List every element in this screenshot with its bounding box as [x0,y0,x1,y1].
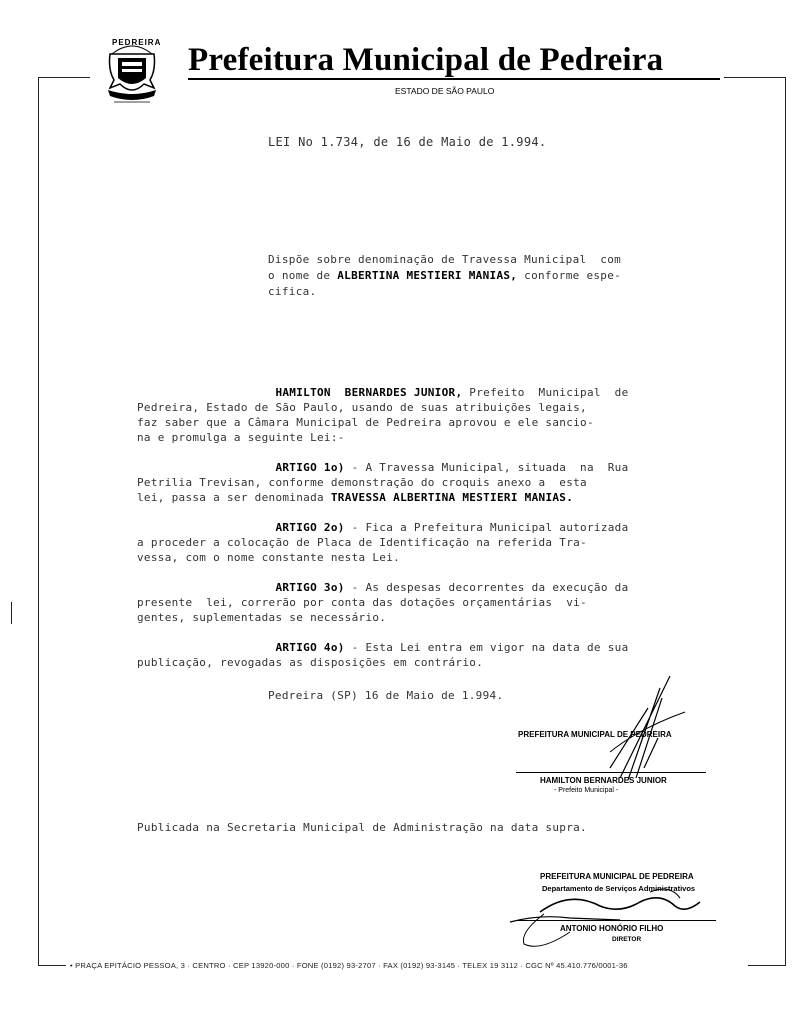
ementa-bold-text: ALBERTINA MESTIERI MANIAS, [337,269,518,282]
article-3-text: - As despesas decorrentes da execução da [344,581,629,594]
crest-ribbon-text: PEDREIRA [118,103,147,108]
director-stamp: PREFEITURA MUNICIPAL DE PEDREIRA [540,872,694,881]
frame-top-right [724,77,786,78]
article-3-text: gentes, suplementadas se necessário. [137,611,387,624]
article-3-bold-text: ARTIGO 3o) [275,581,345,594]
article-4-bold-text: ARTIGO 4o) [275,641,345,654]
preamble-line [137,385,629,400]
director-name: ANTONIO HONÓRIO FILHO [560,924,664,933]
coat-of-arms [100,36,164,110]
article-4-text: - Esta Lei entra em vigor na data de sua [344,641,629,654]
ementa-text: conforme espe- [517,269,622,282]
article-3-line [137,610,629,625]
article-3-line [137,595,629,610]
state-subtitle: ESTADO DE SÃO PAULO [395,86,495,96]
ementa-line [268,284,621,300]
preamble-line [137,415,629,430]
ementa-block [268,252,621,300]
page-title: Prefeitura Municipal de Pedreira [188,42,664,78]
article-2-text: a proceder a colocação de Placa de Identificação na referida Tra- [137,536,587,549]
director-department: Departamento de Serviços Administrativos [542,884,696,893]
mayor-signature-line [516,772,706,773]
frame-top-left [38,77,90,78]
article-3-text: presente lei, correrão por conta das dotações orçamentárias vi- [137,596,587,609]
frame-bottom-right [748,965,786,966]
article-4-text: publicação, revogadas as disposições em contrário. [137,656,484,669]
article-2-text: - Fica a Prefeitura Municipal autorizada [344,521,629,534]
article-2-text: vessa, com o nome constante nesta Lei. [137,551,401,564]
article-2-line [137,520,629,535]
article-2-bold-text: ARTIGO 2o) [275,521,345,534]
article-1-line [137,490,629,505]
mayor-role: - Prefeito Municipal - [554,787,619,794]
title-underline [188,78,720,80]
preamble-text [137,386,275,399]
preamble-text: Prefeito Municipal de [462,386,629,399]
frame-right [785,77,786,965]
article-1-text: - A Travessa Municipal, situada na Rua [344,461,629,474]
article-3-line [137,580,629,595]
mayor-stamp: PREFEITURA MUNICIPAL DE PEDREIRA [518,730,672,739]
article-4-line [137,640,629,655]
ementa-text: o nome de [268,269,338,282]
article-1-line [137,475,629,490]
director-signature-block [500,862,740,952]
preamble-bold-text: HAMILTON BERNARDES JUNIOR, [275,386,463,399]
crest-arc-text: PEDREIRA [112,38,162,47]
director-signature-line [516,920,716,921]
preamble-line [137,400,629,415]
preamble-text: Pedreira, Estado de São Paulo, usando de suas atribuições legais, [137,401,587,414]
footer-address: • PRAÇA EPITÁCIO PESSOA, 3 · CENTRO · CEP 13920-000 · FONE (0192) 93-2707 · FAX (0192) 93-3145 · TELEX 19 3112 · CGC Nº 45.410.776/0001-36 [70,961,628,970]
frame-bottom-left [38,965,66,966]
mayor-name: HAMILTON BERNARDES JUNIOR [540,776,667,785]
date-place: Pedreira (SP) 16 de Maio de 1.994. [268,689,504,702]
margin-mark [11,602,12,624]
publication-note: Publicada na Secretaria Municipal de Administração na data supra. [137,821,587,834]
article-2-line [137,550,629,565]
preamble-text: na e promulga a seguinte Lei:- [137,431,345,444]
article-1-text: Petrilia Trevisan, conforme demonstração do croquis anexo a esta [137,476,587,489]
preamble-text: faz saber que a Câmara Municipal de Pedreira aprovou e ele sancio- [137,416,594,429]
article-1-text: lei, passa a ser denominada [137,491,331,504]
director-role: DIRETOR [612,936,642,943]
article-1-line [137,460,629,475]
ementa-text: Dispõe sobre denominação de Travessa Municipal com [268,253,622,266]
article-1-bold-text: TRAVESSA ALBERTINA MESTIERI MANIAS. [330,491,574,504]
mayor-signature-block [510,668,750,798]
coat-of-arms-icon [100,36,164,110]
preamble-block [137,385,629,445]
article-2-line [137,535,629,550]
article-1-bold-text: ARTIGO 1o) [275,461,345,474]
article-2-text [137,521,275,534]
article-1-text [137,461,275,474]
ementa-text: cifica. [268,285,317,298]
article-4-text [137,641,275,654]
frame-left [38,77,39,965]
ementa-line [268,252,621,268]
article-3-text [137,581,275,594]
articles-block [137,460,629,685]
ementa-line [268,268,621,284]
law-number: LEI No 1.734, de 16 de Maio de 1.994. [268,135,547,149]
preamble-line [137,430,629,445]
